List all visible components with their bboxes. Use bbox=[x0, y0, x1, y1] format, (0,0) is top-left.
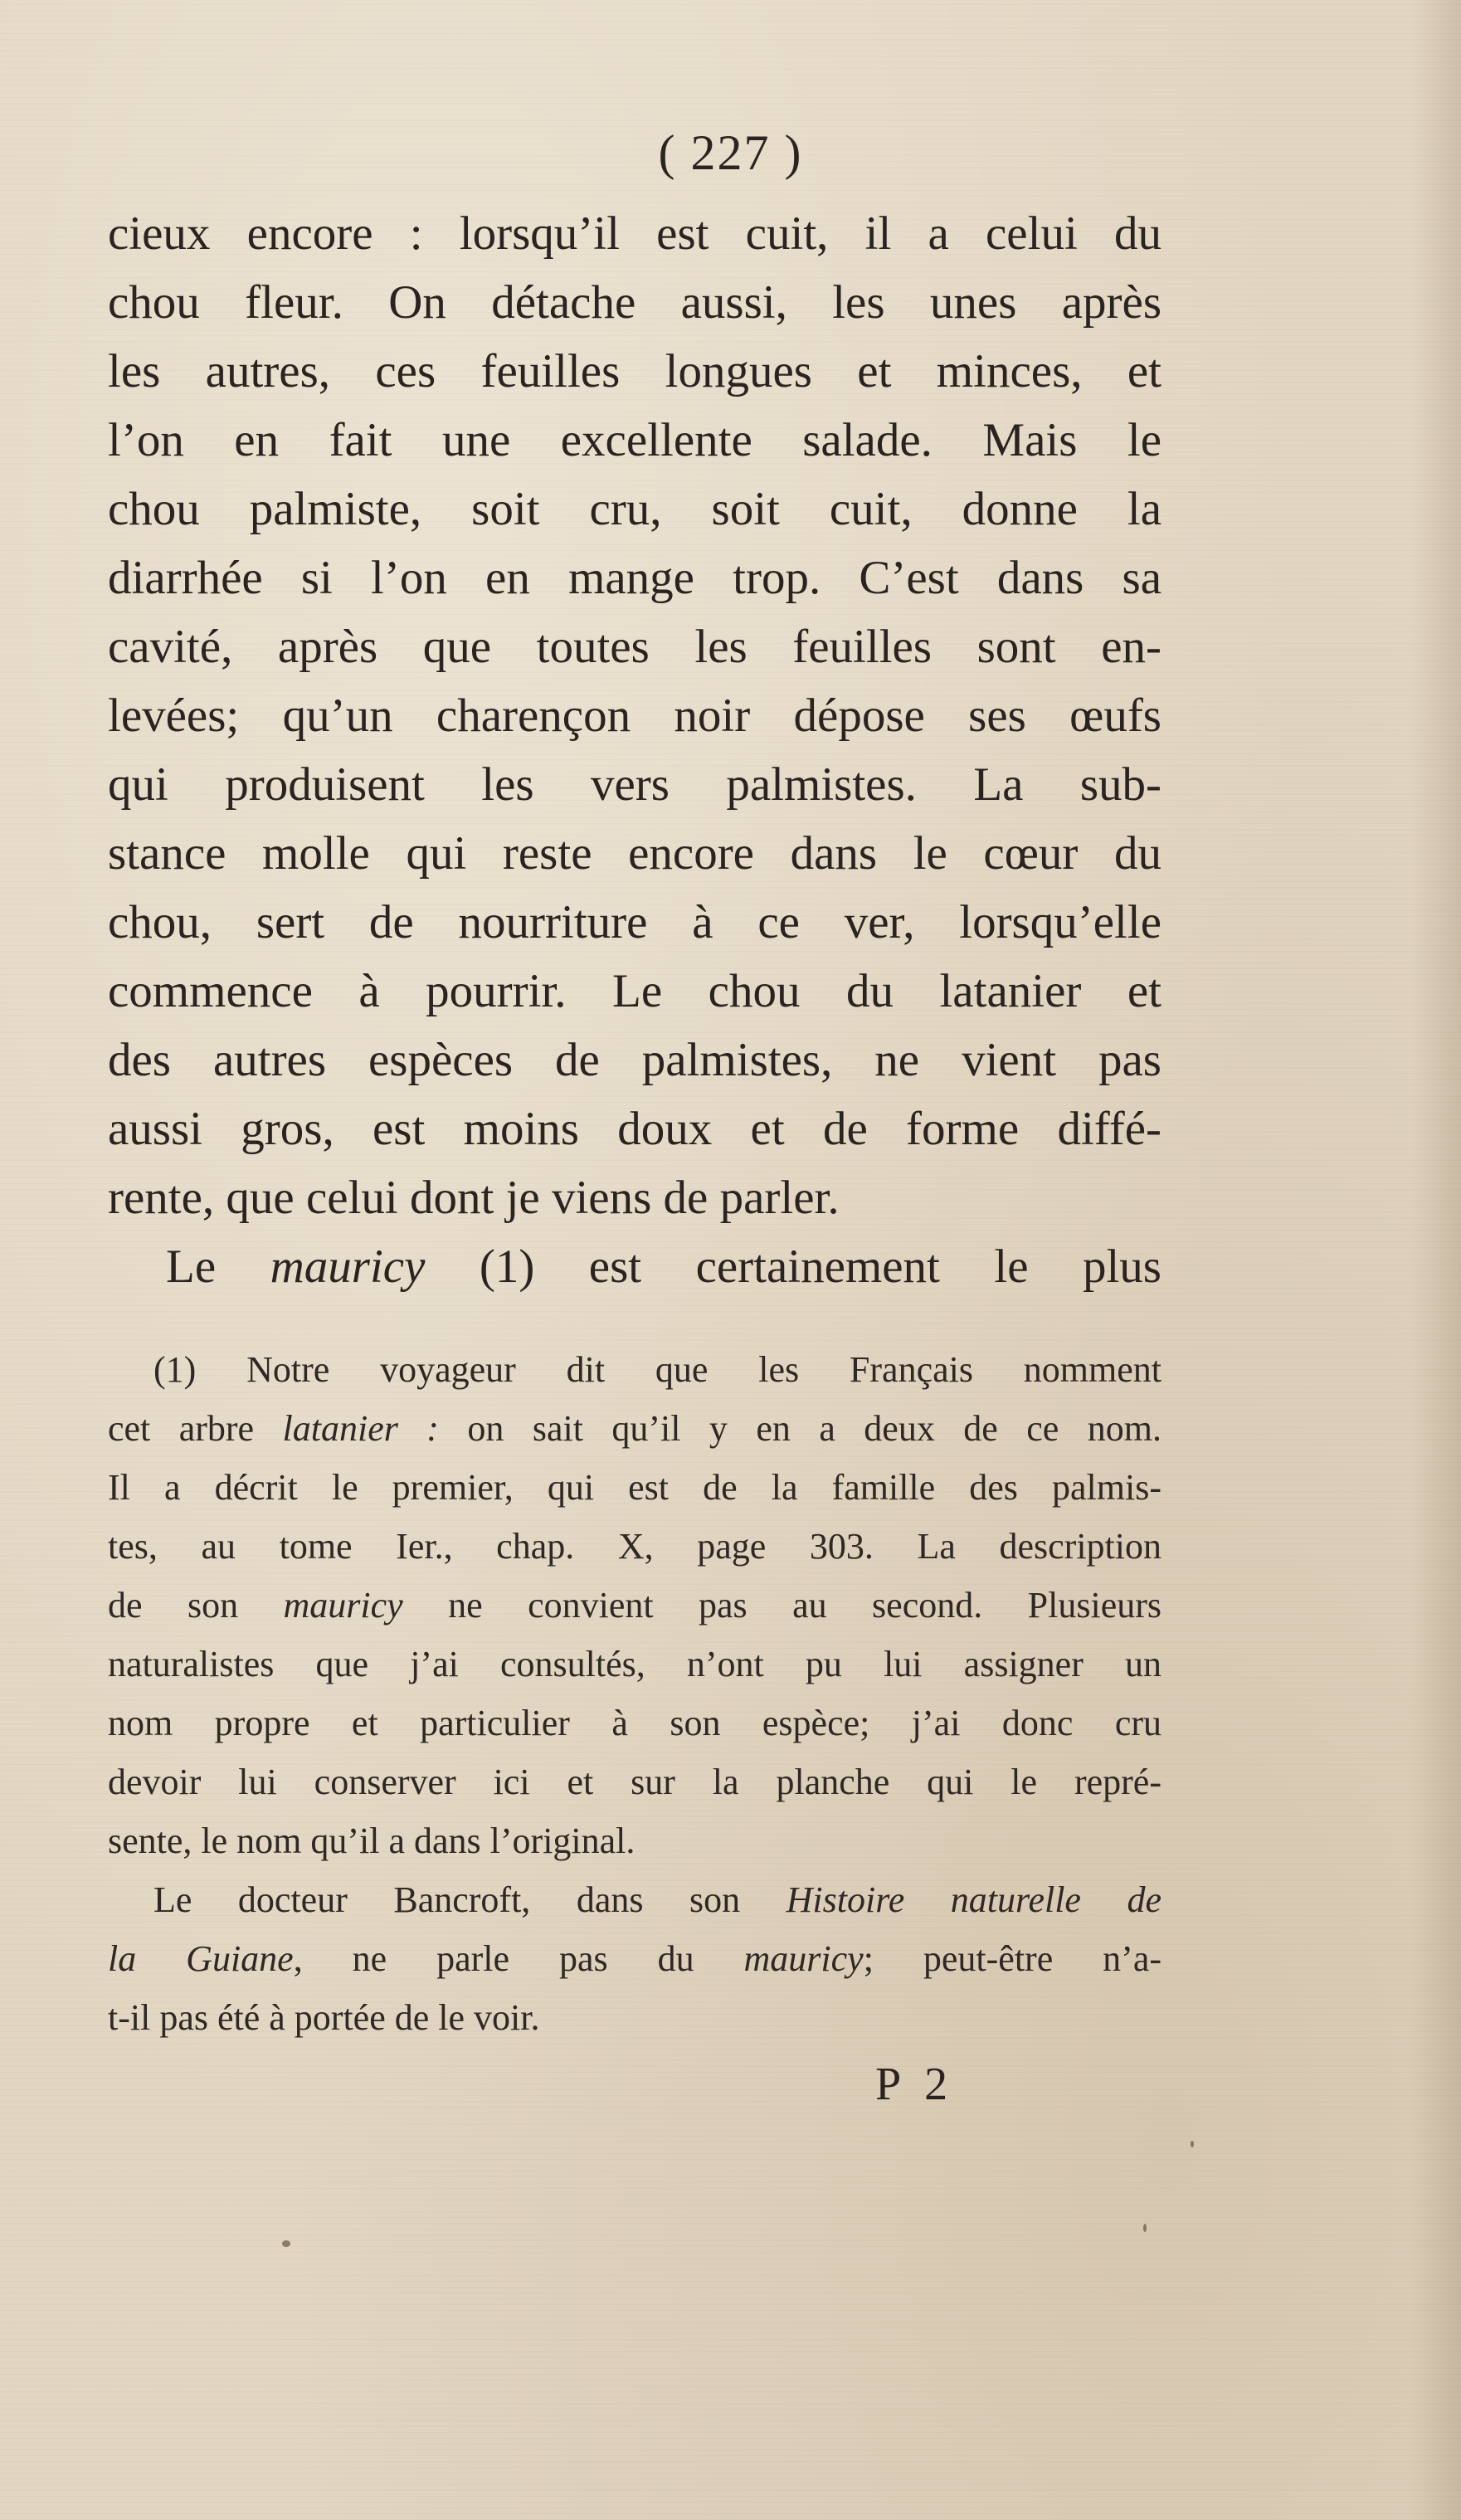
text-line: diarrhée si l’on en mange trop. C’est dans sa bbox=[108, 552, 1161, 604]
italic-term: mauricy bbox=[743, 1938, 864, 1979]
footnote-line: (1) Notre voyageur dit que les Français nomment bbox=[153, 1349, 1161, 1390]
footnote-line bbox=[108, 1929, 1161, 1988]
text-line: levées; qu’un charençon noir dépose ses œufs bbox=[108, 690, 1161, 742]
paragraph-start-line bbox=[108, 1232, 1161, 1301]
text-segment: ne convient pas au second. Plusieurs bbox=[402, 1585, 1162, 1626]
text-segment: de son bbox=[108, 1585, 284, 1626]
text-line: rente, que celui dont je viens de parler. bbox=[108, 1172, 840, 1224]
text-segment: , ne parle pas du bbox=[293, 1938, 744, 1979]
footnote-line bbox=[108, 1870, 1161, 1929]
italic-term: mauricy bbox=[270, 1241, 426, 1293]
footnote-line: nom propre et particulier à son espèce; j’ai donc cru bbox=[108, 1703, 1161, 1743]
signature-mark: P 2 bbox=[875, 2059, 955, 2110]
text-line: chou, sert de nourriture à ce ver, lorsqu’elle bbox=[108, 896, 1161, 948]
text-line: cieux encore : lorsqu’il est cuit, il a celui du bbox=[108, 207, 1161, 260]
text-line: des autres espèces de palmistes, ne vient pas bbox=[108, 1034, 1161, 1086]
footnote-line: tes, au tome Ier., chap. X, page 303. La description bbox=[108, 1526, 1161, 1567]
main-text bbox=[108, 199, 1161, 1301]
italic-term: latanier : bbox=[282, 1408, 439, 1449]
page-number: ( 227 ) bbox=[658, 125, 803, 180]
text-segment: Le bbox=[166, 1241, 270, 1293]
footnote-line: t-il pas été à portée de le voir. bbox=[108, 1997, 540, 2038]
text-segment: (1) est certainement le plus bbox=[425, 1241, 1161, 1293]
text-line: aussi gros, est moins doux et de forme diffé- bbox=[108, 1103, 1161, 1155]
footnote bbox=[108, 1340, 1161, 2047]
italic-term: la Guiane bbox=[108, 1938, 294, 1979]
text-line: cavité, après que toutes les feuilles sont en- bbox=[108, 621, 1161, 673]
footnote-line bbox=[108, 1399, 1161, 1458]
footnote-line: devoir lui conserver ici et sur la planche qui le repré- bbox=[108, 1762, 1161, 1802]
footnote-line bbox=[108, 1576, 1161, 1635]
italic-term: Histoire naturelle de bbox=[786, 1879, 1161, 1920]
text-segment: cet arbre bbox=[108, 1408, 283, 1449]
text-line: commence à pourrir. Le chou du latanier et bbox=[108, 965, 1161, 1017]
paper-speck bbox=[282, 2240, 290, 2247]
text-segment: ; peut-être n’a- bbox=[863, 1938, 1161, 1979]
text-segment: Le docteur Bancroft, dans son bbox=[153, 1879, 787, 1920]
page-edge-shadow bbox=[1411, 0, 1461, 2520]
text-segment: on sait qu’il y en a deux de ce nom. bbox=[438, 1408, 1161, 1449]
text-line: qui produisent les vers palmistes. La sub- bbox=[108, 758, 1161, 811]
footnote-line: naturalistes que j’ai consultés, n’ont pu lui assigner un bbox=[108, 1644, 1161, 1684]
footnote-line: Il a décrit le premier, qui est de la famille des palmis- bbox=[108, 1467, 1161, 1508]
text-line: les autres, ces feuilles longues et minces, et bbox=[108, 345, 1161, 397]
paper-speck bbox=[1143, 2224, 1147, 2232]
text-line: chou fleur. On détache aussi, les unes après bbox=[108, 276, 1161, 329]
text-line: l’on en fait une excellente salade. Mais le bbox=[108, 414, 1161, 466]
footnote-line: sente, le nom qu’il a dans l’original. bbox=[108, 1821, 636, 1861]
text-line: chou palmiste, soit cru, soit cuit, donne la bbox=[108, 483, 1161, 535]
italic-term: mauricy bbox=[283, 1585, 403, 1626]
text-line: stance molle qui reste encore dans le cœur du bbox=[108, 827, 1161, 880]
paper-speck bbox=[1191, 2141, 1194, 2147]
